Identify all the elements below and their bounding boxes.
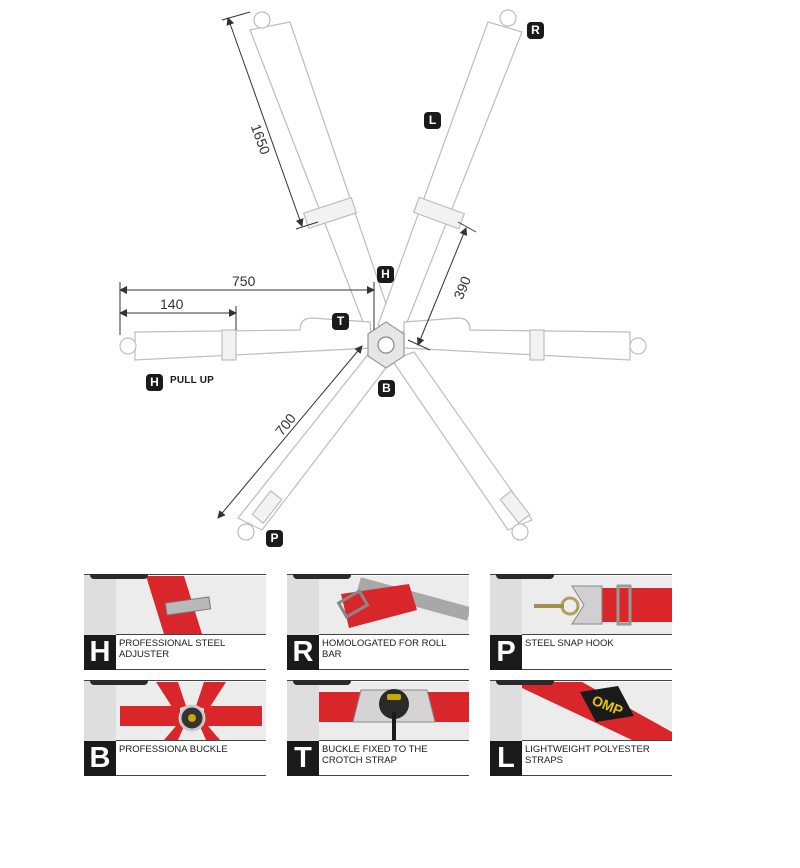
tag-r: R (527, 22, 544, 39)
feature-caption: HOMOLOGATED FOR ROLL BAR (322, 638, 447, 660)
dim-label-390: 390 (450, 273, 474, 302)
adjuster-photo (116, 576, 266, 634)
feature-card-roll-bar (287, 574, 469, 670)
feature-letter: L (490, 741, 522, 776)
feature-letter: H (84, 635, 116, 670)
left-lap-adjuster (222, 330, 236, 360)
left-shoulder-strap (247, 22, 395, 340)
feature-letter: P (490, 635, 522, 670)
feature-letter: B (84, 741, 116, 776)
tag-p: P (266, 530, 283, 547)
hook-top-left (254, 12, 270, 28)
tag-h-pullup: H (146, 374, 163, 391)
tag-h-center: H (377, 266, 394, 283)
tag-t: T (332, 313, 349, 330)
straps-photo (522, 682, 672, 740)
hook-bottom-left (238, 524, 254, 540)
right-lap-strap (404, 318, 630, 360)
feature-card-adjuster (84, 574, 266, 670)
dim-label-1650: 1650 (247, 121, 274, 157)
omp-logo: OMP (589, 691, 626, 719)
feature-caption: LIGHTWEIGHT POLYESTER STRAPS (525, 744, 650, 766)
tag-b: B (378, 380, 395, 397)
right-shoulder-strap (378, 22, 522, 335)
crotch-buckle-photo (319, 682, 469, 740)
buckle-photo (116, 682, 266, 740)
roll-bar-photo (319, 576, 469, 634)
hook-left (120, 338, 136, 354)
feature-card-snap-hook (490, 574, 672, 670)
feature-caption: BUCKLE FIXED TO THE CROTCH STRAP (322, 744, 428, 766)
dim-label-750: 750 (232, 273, 256, 289)
feature-caption: PROFESSIONAL STEEL ADJUSTER (119, 638, 225, 660)
feature-card-crotch-buckle (287, 680, 469, 776)
feature-letter: T (287, 741, 319, 776)
snap-hook-photo (522, 576, 672, 634)
feature-letter: R (287, 635, 319, 670)
hook-top-right (500, 10, 516, 26)
dim-label-140: 140 (160, 296, 184, 312)
feature-caption: PROFESSIONA BUCKLE (119, 744, 228, 755)
hook-right (630, 338, 646, 354)
hook-bottom-right (512, 524, 528, 540)
pull-up-label: PULL UP (170, 375, 214, 386)
tag-l: L (424, 112, 441, 129)
feature-card-buckle (84, 680, 266, 776)
feature-caption: STEEL SNAP HOOK (525, 638, 614, 649)
dim-label-700: 700 (271, 410, 299, 439)
feature-card-straps (490, 680, 672, 776)
right-lap-adjuster (530, 330, 544, 360)
